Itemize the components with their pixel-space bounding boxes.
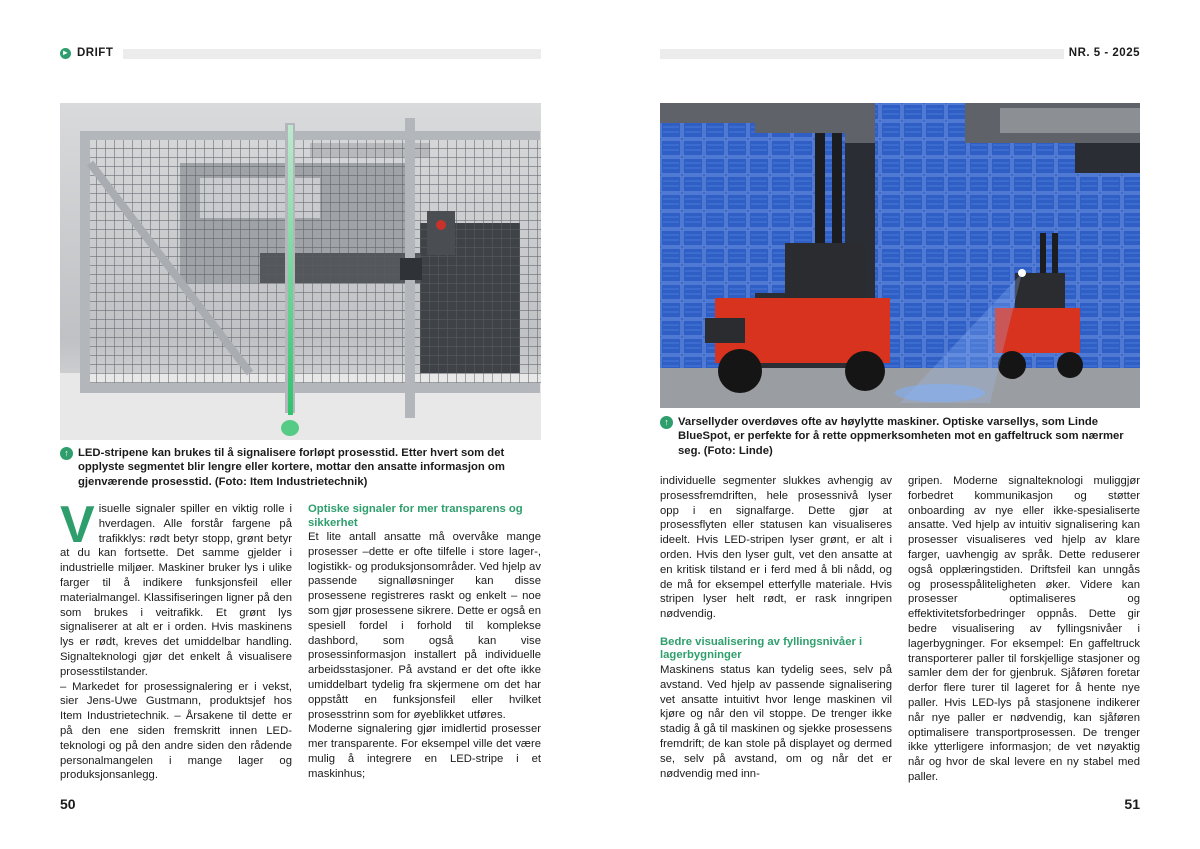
subheading: Bedre visualisering av fyllingsnivåer i lagerbygninger — [660, 635, 863, 662]
page-number-right: 51 — [1124, 796, 1140, 812]
header-bar-left — [123, 49, 541, 59]
arrow-up-icon: ↑ — [660, 416, 673, 429]
section-title: DRIFT — [77, 47, 114, 59]
paragraph: Moderne signalering gjør imidlertid prosesser mer transparente. For eksempel ville det være mulig å integrere en LED-stripe i et maskinhus; — [308, 723, 541, 780]
caption-left: ↑ LED-stripene kan brukes til å signalisere forløpt prosesstid. Etter hvert som det opplyste segmentet blir lengre eller kortere, mottar den ansatte informasjon om gjenværende prosesstid. (Foto: Item Industrietechnik) — [60, 446, 542, 489]
photo-mesh-fence — [60, 103, 541, 440]
article-column-2 — [308, 503, 541, 782]
arrow-up-icon: ↑ — [60, 447, 73, 460]
header-bar-right — [660, 49, 1064, 59]
issue-number: NR. 5 - 2025 — [1068, 47, 1140, 59]
chevron-right-icon: ▸ — [60, 48, 71, 59]
page-number-left: 50 — [60, 796, 76, 812]
drop-cap: V — [60, 496, 95, 554]
mesh-fence-illustration — [60, 103, 541, 440]
paragraph: individuelle segmenter slukkes avhengig av prosessfremdriften, hele prosessnivå lyser opp i en signalfarge. Dette gjør at prosessflyten eller statusen kan visualiseres ideelt. Hvis LED-stripen lyser grønt, er alt i orden. Hvis den lyser gult, vet den ansatte at en kritisk tilstand er i ferd med å bli nådd, og de må for eksempel etterfylle materiale. Hvis stripen lyser helt rødt, er rask inngripen nødvendig. — [660, 475, 892, 621]
forklift-illustration — [660, 103, 1140, 408]
caption-right: ↑ Varsellyder overdøves ofte av høylytte maskiner. Optiske varsellys, som Linde BlueSpot, er perfekte for å rette oppmerksomheten mot en gaffeltruck som nærmer seg. (Foto: Linde) — [660, 415, 1140, 458]
paragraph: Et lite antall ansatte må overvåke mange prosesser –dette er ofte tilfelle i store lager-, logistikk- og produksjonsområder. Ved hjelp av passende signalløsninger kan disse prosessene registreres raskt og enkelt – noe som gjør prosessene sikrere. Dette er også en spesiell fordel i forhold til komplekse dashbord, som også kan vise prosessinformasjon installert på individuelle arbeidsstasjoner. På avstand er det ofte ikke umiddelbart tydelig fra skjermene om det har oppstått en funksjonsfeil eller hvilket prosesstrinn som for øyeblikket utføres. — [308, 531, 541, 721]
paragraph: – Markedet for prosessignalering er i vekst, sier Jens-Uwe Gustmann, produktsjef hos Item Industrietechnik. – Årsakene til dette er på den ene siden fremskritt innen LED-teknologi og på den andre siden den rådende personalmangelen i mange lager og produksjonsanlegg. — [60, 680, 292, 782]
paragraph: gripen. Moderne signalteknologi muliggjør forbedret kommunikasjon og støtter onboarding av nye eller ikke-spesialiserte ansatte. Ved hjelp av intuitiv signalisering kan prosesser visualiseres ved hjelp av klare farger, uavhengig av språk. Dette reduserer også opplæringstiden. Driftsfeil kan unngås og prosesspåliteligheten øker. Videre kan prosesser optimaliseres og effektivitetsforbedringer oppnås. Dette gir bedre visualisering av fyllingsnivåer i lagerbygninger. For eksempel: En gaffeltruck transporterer paller til forskjellige stasjoner og samler dem der for gjenbruk. Sjåføren foretar derfor flere turer til lageret for å hente nye paller. Hvis LED-lys på stasjonene indikerer når nye paller er nødvendig, kan sjåføren optimalisere transportprosessen. De trenger ikke ytterligere informasjon; de vet nøyaktig når og hvor de skal levere en ny stabel med paller. — [908, 475, 1140, 783]
article-column-1 — [60, 496, 292, 783]
subheading: Optiske signaler for mer transparens og sikkerhet — [308, 503, 523, 529]
article-column-3 — [660, 474, 892, 781]
article-column-4 — [908, 474, 1140, 785]
paragraph: Maskinens status kan tydelig sees, selv på avstand. Ved hjelp av passende signalisering vet ansatte intuitivt hvor lenge maskinen vil kjøre og når den vil stoppe. De trenger ikke stadig å gå til maskinen og sjekke prosessens fremdrift; de kan stole på displayet og dermed se, selv på avstand, om og når det er nødvendig med inn- — [660, 663, 892, 780]
paragraph: isuelle signaler spiller en viktig rolle i hverdagen. Alle forstår fargene på trafikklys: rødt betyr stopp, grønt betyr at du kan fortsette. Det samme gjelder i industrielle miljøer. Maskiner bruker lys i ulike farger til å indikere funksjonsfeil eller materialmangel. Klassifiseringen ligner på den som brukes i veitrafikk. Et grønt lys signaliserer at alt er i orden. Hvis maskinens lys er rødt, kreves det umiddelbar handling. Signalteknologi gjør det enkelt å visualisere prosesstilstander. — [60, 503, 292, 678]
section-label — [60, 47, 113, 59]
photo-forklifts — [660, 103, 1140, 408]
